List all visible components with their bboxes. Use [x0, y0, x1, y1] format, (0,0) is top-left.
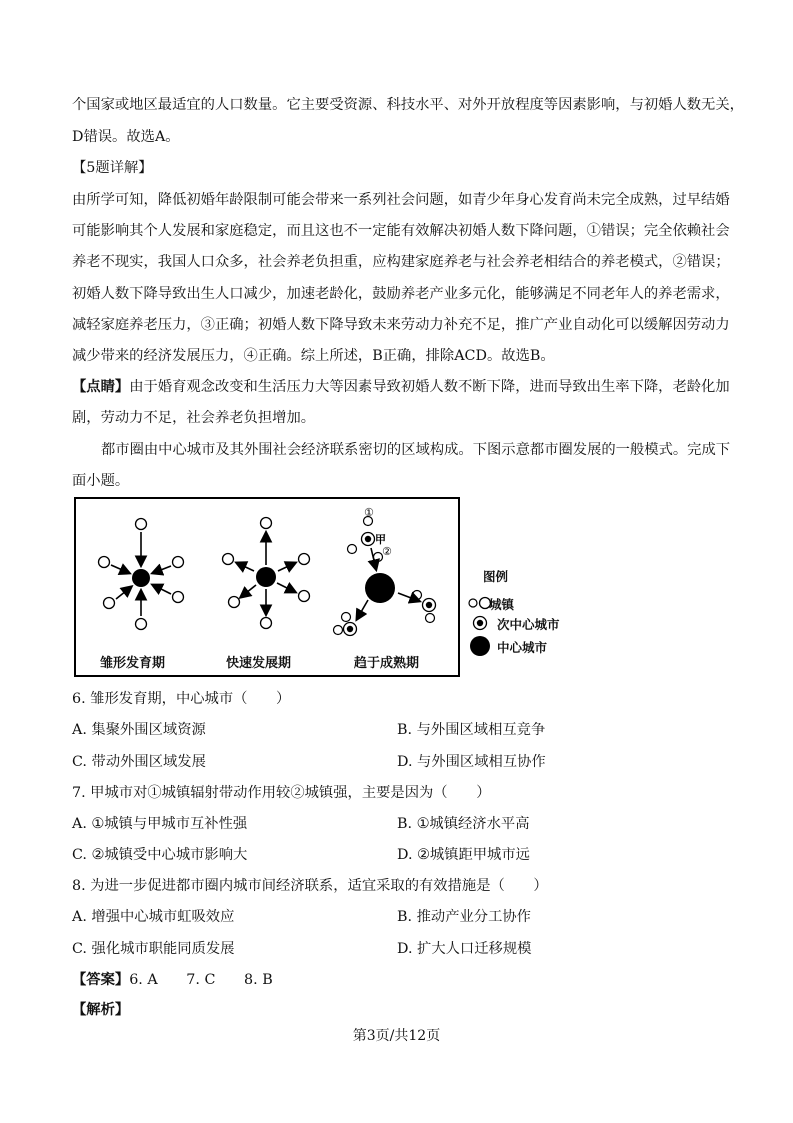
metro-area-figure [74, 497, 460, 677]
option-7b: B. ①城镇经济水平高 [397, 816, 530, 832]
paragraph-line: 可能影响其个人发展和家庭稳定，而且这也不一定能有效解决初婚人数下降问题，①错误；完全依赖社会 [72, 223, 730, 239]
option-6a: A. 集聚外围区域资源 [72, 722, 206, 738]
mark-jia: 甲 [375, 533, 386, 546]
stage2-diagram [223, 518, 310, 629]
option-6b: B. 与外围区域相互竞争 [397, 722, 546, 738]
town-icon [299, 554, 310, 565]
center-city-icon [132, 569, 150, 587]
option-8d: D. 扩大人口迁移规模 [397, 941, 532, 957]
arrow-icon [278, 563, 295, 571]
section-heading: 【5题详解】 [72, 160, 153, 176]
town-icon [413, 591, 422, 600]
question-8: 8. 为进一步促进都市圈内城市间经济联系，适宜采取的有效措施是（ ） [72, 878, 548, 894]
question-7: 7. 甲城市对①城镇辐射带动作用较②城镇强，主要是因为（ ） [72, 785, 491, 801]
page-footer: 第3页/共12页 [352, 1028, 441, 1044]
town-icon [104, 598, 115, 609]
option-8c: C. 强化城市职能同质发展 [72, 941, 235, 957]
arrow-icon [237, 563, 254, 571]
town-icon [299, 591, 310, 602]
option-7c: C. ②城镇受中心城市影响大 [72, 847, 248, 863]
center-city-icon [470, 636, 490, 656]
paragraph-line: 养老不现实，我国人口众多，社会养老负担重，应构建家庭养老与社会养老相结合的养老模式，②错误； [72, 254, 730, 270]
mark-1: ① [364, 506, 374, 519]
question-6: 6. 雏形发育期，中心城市（ ） [72, 691, 291, 707]
mark-2: ② [382, 545, 392, 558]
arrow-icon [153, 585, 171, 594]
paragraph-line: 减少带来的经济发展压力，④正确。综上所述，B正确，排除ACD。故选B。 [72, 348, 555, 364]
arrow-icon [277, 583, 295, 592]
stage3-diagram [334, 506, 436, 636]
sub-center-city-dot [426, 602, 432, 608]
town-icon [136, 619, 147, 630]
option-7a: A. ①城镇与甲城市互补性强 [72, 816, 248, 832]
sub-center-city-dot [477, 620, 483, 626]
answer-tag: 【答案】 [72, 972, 130, 988]
legend-sub-center: 次中心城市 [497, 617, 560, 632]
answer-line [72, 970, 273, 990]
arrow-icon [357, 600, 368, 619]
center-city-icon [365, 573, 395, 603]
town-icon [342, 613, 351, 622]
town-icon [261, 618, 272, 629]
paragraph-line: 都市圈由中心城市及其外围社会经济联系密切的区域构成。下图示意都市圈发展的一般模式。完成下 [101, 442, 731, 458]
town-icon [173, 592, 184, 603]
arrow-icon [111, 565, 129, 573]
stage2-label: 快速发展期 [226, 656, 292, 671]
paragraph-line [72, 377, 730, 397]
stage1-diagram [99, 519, 184, 630]
option-7d: D. ②城镇距甲城市远 [397, 847, 530, 863]
tip-text: 由于婚育观念改变和生活压力大等因素导致初婚人数不断下降，进而导致出生率下降，老龄化加 [129, 379, 730, 395]
option-8b: B. 推动产业分工协作 [397, 909, 531, 925]
option-6c: C. 带动外围区域发展 [72, 754, 206, 770]
figure-diagram [76, 499, 458, 675]
legend-town: 城镇 [489, 597, 515, 612]
option-6d: D. 与外围区域相互协作 [397, 754, 546, 770]
town-icon [173, 557, 184, 568]
town-icon [229, 597, 240, 608]
sub-center-city-dot [347, 626, 353, 632]
paragraph-line: 减轻家庭养老压力，③正确；初婚人数下降导致未来劳动力补充不足，推广产业自动化可以缓解因劳动力 [72, 317, 730, 333]
stage1-label: 雏形发育期 [100, 656, 166, 671]
legend-title: 图例 [483, 569, 509, 584]
town-icon [136, 519, 147, 530]
paragraph-line: 初婚人数下降导致出生人口减少，加速老龄化，鼓励养老产业多元化，能够满足不同老年人的养老需求， [72, 286, 730, 302]
center-city-icon [256, 567, 276, 587]
option-8a: A. 增强中心城市虹吸效应 [72, 909, 235, 925]
stage3-label: 趋于成熟期 [354, 656, 420, 671]
town-icon [426, 614, 435, 623]
arrow-icon [153, 566, 171, 573]
town-icon [223, 554, 234, 565]
legend-center: 中心城市 [497, 640, 548, 655]
paragraph-line: 剧，劳动力不足，社会养老负担增加。 [72, 410, 316, 426]
town-icon [99, 557, 110, 568]
tip-tag: 【点睛】 [72, 379, 130, 395]
figure-legend [465, 565, 585, 665]
arrow-icon [241, 585, 256, 597]
arrow-icon [116, 587, 131, 599]
paragraph-line: D错误。故选A。 [72, 129, 180, 145]
town-icon [348, 545, 357, 554]
analysis-tag: 【解析】 [72, 1002, 130, 1018]
paragraph-line: 由所学可知，降低初婚年龄限制可能会带来一系列社会问题，如青少年身心发育尚未完全成熟，过早结婚 [72, 192, 730, 208]
paragraph-line: 面小题。 [72, 473, 130, 489]
town-icon [261, 518, 272, 529]
town-icon [334, 626, 343, 635]
sub-center-city-dot [365, 536, 371, 542]
answer-text: 6. A 7. C 8. B [129, 972, 273, 988]
paragraph-line: 个国家或地区最适宜的人口数量。它主要受资源、科技水平、对外开放程度等因素影响，与初婚人数无关， [72, 97, 744, 113]
small-town-icon [469, 599, 477, 607]
